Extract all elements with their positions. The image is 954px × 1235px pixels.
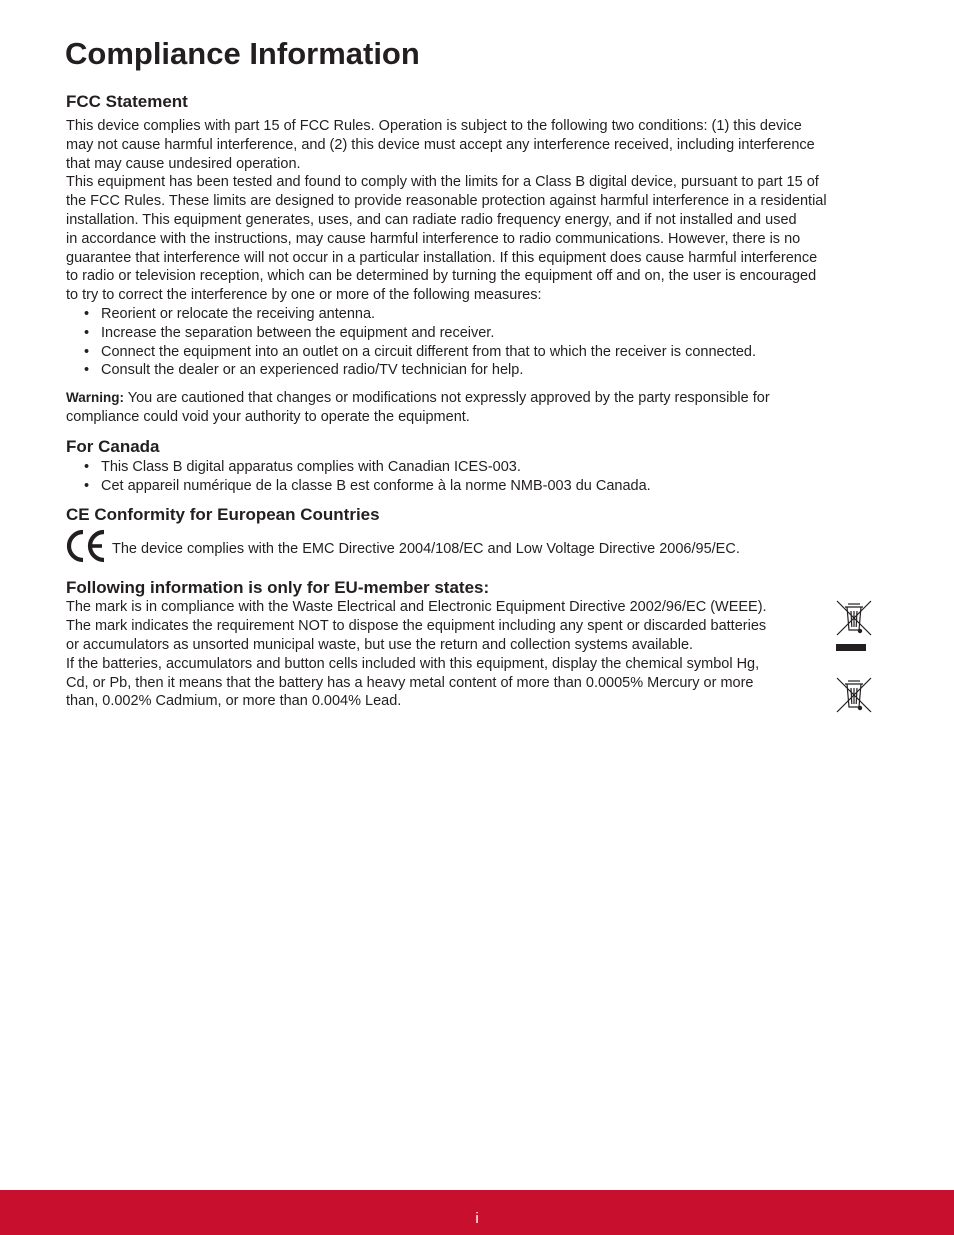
weee-black-bar	[836, 644, 866, 651]
ce-heading: CE Conformity for European Countries	[66, 505, 380, 525]
fcc-paragraph-1: This device complies with part 15 of FCC Rules. Operation is subject to the following two conditions: (1) this device may not cause harmful interference, and (2) this device must accept any interference received, including interference that may cause undesired operation.	[66, 118, 815, 172]
page-number: i	[475, 1210, 479, 1227]
crossed-out-bin-icon	[834, 675, 874, 715]
list-item: • Connect the equipment into an outlet on a circuit different from that to which the receiver is connected.	[84, 343, 886, 362]
fcc-heading: FCC Statement	[66, 92, 188, 111]
warning-paragraph: Warning: You are cautioned that changes or modifications not expressly approved by the party responsible for compliance could void your authority to operate the equipment.	[66, 390, 770, 425]
fcc-paragraph-2: This equipment has been tested and found to comply with the limits for a Class B digital device, pursuant to part 15 of the FCC Rules. These limits are designed to provide reasonable protection against harmful interference in a residential installation. This equipment generates, uses, and can radiate radio frequency energy, and if not installed and used in accordance with the instructions, may cause harmful interference to radio communications. However, there is no guarantee that interference will not occur in a particular installation. If this equipment does cause harmful interference to radio or television reception, which can be determined by turning the equipment off and on, the user is encouraged to try to correct the interference by one or more of the following measures:	[66, 174, 827, 304]
list-item: • Consult the dealer or an experienced radio/TV technician for help.	[84, 361, 886, 380]
list-item: • Reorient or relocate the receiving antenna.	[84, 305, 886, 324]
list-item: • Cet appareil numérique de la classe B est conforme à la norme NMB-003 du Canada.	[84, 477, 886, 496]
ce-text: The device complies with the EMC Directive 2004/108/EC and Low Voltage Directive 2006/95/EC.	[112, 540, 740, 557]
page-title: Compliance Information	[65, 36, 420, 71]
fcc-measures-list	[66, 305, 886, 380]
footer-bar	[0, 1190, 954, 1235]
ce-row	[66, 528, 886, 564]
canada-list	[66, 458, 886, 496]
canada-heading: For Canada	[66, 436, 160, 456]
weee-icons	[834, 598, 874, 715]
eu-heading: Following information is only for EU-member states:	[66, 578, 490, 598]
warning-label: Warning:	[66, 390, 124, 406]
list-item: • This Class B digital apparatus complies with Canadian ICES-003.	[84, 458, 886, 477]
eu-row	[66, 598, 886, 715]
document-body	[66, 91, 886, 715]
crossed-out-bin-icon	[834, 598, 874, 638]
list-item: • Increase the separation between the equipment and receiver.	[84, 324, 886, 343]
ce-mark-icon	[64, 528, 108, 564]
eu-paragraph: The mark is in compliance with the Waste Electrical and Electronic Equipment Directive 2002/96/EC (WEEE). The mark indicates the requirement NOT to dispose the equipment including any spent or discarded batteries or accumulators as unsorted municipal waste, but use the return and collection systems available. If the batteries, accumulators and button cells included with this equipment, display the chemical symbol Hg, Cd, or Pb, then it means that the battery has a heavy metal content of more than 0.0005% Mercury or more than, 0.002% Cadmium, or more than 0.004% Lead.	[66, 599, 767, 710]
